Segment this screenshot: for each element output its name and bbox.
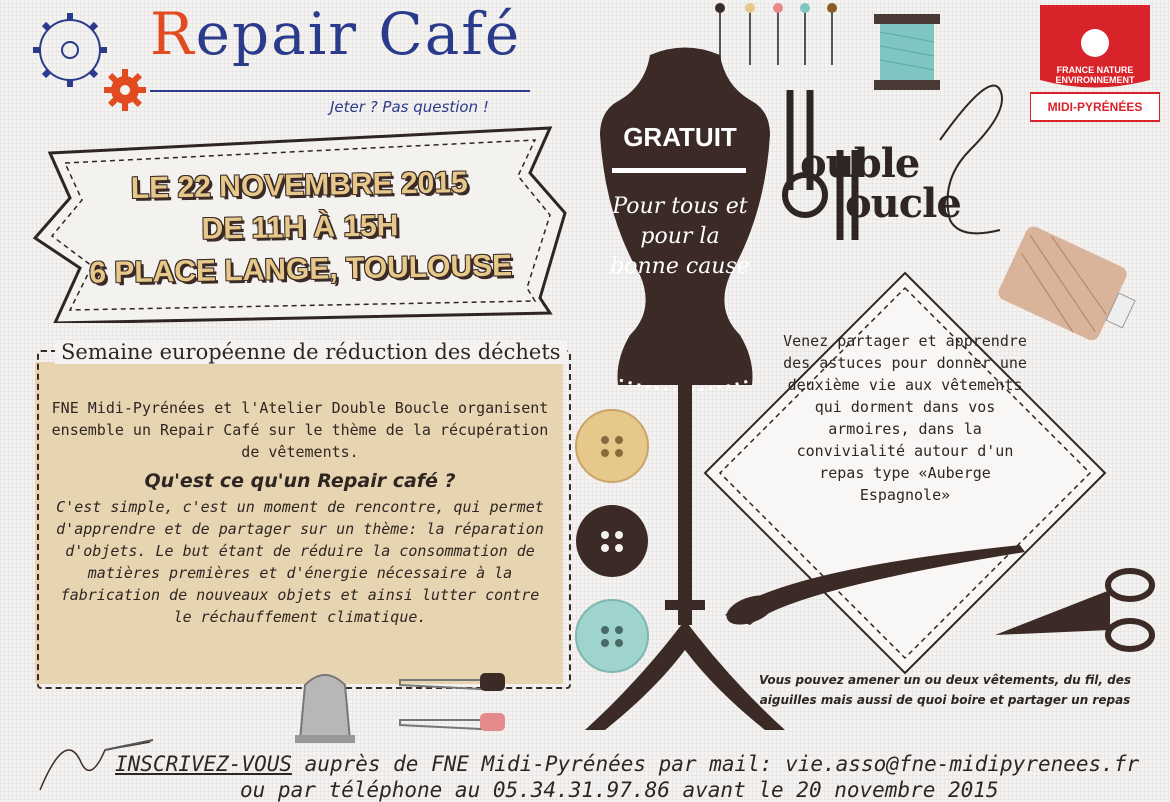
- gear-icon: [25, 5, 155, 115]
- logo-boucle: oucle: [845, 180, 961, 227]
- tagline: Jeter ? Pas question !: [330, 98, 489, 116]
- safety-pins-icon: [395, 665, 515, 745]
- free-underline: [612, 168, 746, 173]
- footer-line-1: [115, 752, 1139, 776]
- register-cta: INSCRIVEZ-VOUS: [115, 752, 293, 776]
- info-heading: Semaine européenne de réduction des déchets: [55, 340, 567, 364]
- for-everyone-label: Pour tous et pour la bonne cause: [610, 194, 750, 279]
- logo-double: ouble: [800, 140, 920, 187]
- page-title: [150, 0, 521, 68]
- event-place: 6 PLACE LANGE, TOULOUSE: [89, 249, 513, 290]
- info-answer: C'est simple, c'est un moment de rencontre, qui permet d'apprendre et de partager sur un thème: la réparation d'objets. Le but étant de réduire la consommation de matières premières et d'énergie nécessaire à la fabrication de nouveaux objets et ainsi lutter contre le réchauffement climatique.: [56, 498, 544, 626]
- event-details: [59, 161, 541, 295]
- title-initial: R: [150, 0, 196, 68]
- footer-email: auprès de FNE Midi-Pyrénées par mail: vie.asso@fne-midipyrenees.fr: [292, 752, 1140, 776]
- title-rest: epair Café: [195, 0, 522, 68]
- what-to-bring: Vous pouvez amener un ou deux vêtements, du fil, des aiguilles mais aussi de quoi boire et partager un repas: [758, 673, 1132, 707]
- needle-icon: [720, 530, 1030, 630]
- scissors-icon: [990, 560, 1160, 660]
- info-intro: FNE Midi-Pyrénées et l'Atelier Double Boucle organisent ensemble un Repair Café sur le thème de la récupération de vêtements.: [51, 399, 549, 461]
- title-underline: [150, 90, 530, 92]
- thimble-icon: [285, 665, 365, 745]
- button-icons: [572, 408, 654, 678]
- fne-region: MIDI-PYRÉNÉES: [1047, 100, 1143, 114]
- info-question: Qu'est ce qu'un Repair café ?: [144, 470, 456, 492]
- footer-line-2: ou par téléphone au 05.34.31.97.86 avant le 20 novembre 2015: [240, 778, 999, 802]
- event-time: DE 11H À 15H: [201, 209, 399, 246]
- free-label: GRATUIT: [623, 122, 737, 152]
- invitation-text: Venez partager et apprendre des astuces pour donner une deuxième vie aux vêtements qui dorment dans vos armoires, dans la convivialité autour d'un repas type «Auberge Espagnole»: [783, 332, 1027, 504]
- fne-name: FRANCE NATURE ENVIRONNEMENT: [1055, 65, 1135, 85]
- event-date: LE 22 NOVEMBRE 2015: [130, 166, 468, 205]
